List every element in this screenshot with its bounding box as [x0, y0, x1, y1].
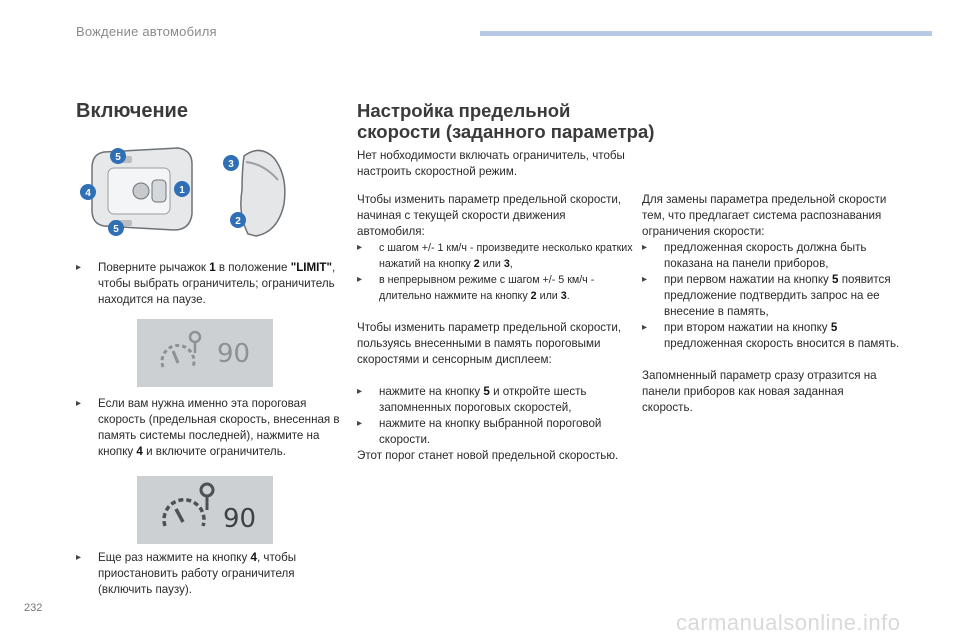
header-accent-bar — [480, 31, 932, 36]
bullet-marker-icon: ▸ — [642, 322, 648, 333]
steering-wheel-rim-icon — [241, 150, 285, 236]
step-select-speed: ▸ нажмите на кнопку выбранной пороговой скорости. — [357, 417, 602, 446]
svg-text:5: 5 — [113, 224, 119, 235]
callout-5-top — [110, 148, 126, 164]
speed-limit-active-icon — [161, 482, 215, 534]
step-1km: ▸ с шагом +/- 1 км/ч - произведите несколько кратких нажатий на кнопку 2 или 3, — [357, 242, 633, 270]
section-title-activation: Включение — [76, 100, 188, 122]
recognition-step-3: ▸ при втором нажатии на кнопку 5 предложенная скорость вносится в память. — [642, 321, 900, 350]
svg-text:1: 1 — [179, 185, 185, 196]
bullet-marker-icon: ▸ — [642, 274, 648, 285]
step-press-5: ▸ нажмите на кнопку 5 и откройте шесть запомненных пороговых скоростей, — [357, 385, 587, 414]
bullet-marker-icon: ▸ — [357, 386, 363, 397]
paragraph-current-speed: Чтобы изменить параметр предельной скорости, начиная с текущей скорости движения автомобиля: — [357, 193, 622, 238]
activation-step-1: ▸ Поверните рычажок 1 в положение "LIMIT", чтобы выбрать ограничитель; ограничитель находится на паузе. — [76, 261, 336, 306]
callout-2 — [230, 212, 246, 228]
intro-paragraph: Нет нобходимости включать ограничитель, чтобы настроить скоростной режим. — [357, 149, 625, 178]
svg-text:5: 5 — [115, 152, 121, 163]
activation-step-2: ▸ Если вам нужна именно эта пороговая скорость (предельная скорость, внесенная в память системы последней), нажмите на кнопку 4 и включите ограничитель. — [76, 397, 340, 458]
activation-step-3: ▸ Еще раз нажмите на кнопку 4, чтобы приостановить работу ограничителя (включить паузу). — [76, 551, 297, 596]
bullet-marker-icon: ▸ — [357, 418, 363, 429]
steering-stalk-illustration — [78, 142, 298, 242]
chapter-title: Вождение автомобиля — [76, 24, 217, 39]
display-panel-active — [137, 476, 273, 544]
speed-limit-paused-icon — [159, 329, 205, 377]
callout-3 — [223, 155, 239, 171]
bullet-marker-icon: ▸ — [76, 262, 82, 273]
set-speed-value: 90 — [217, 339, 251, 369]
recognition-step-1: ▸ предложенная скорость должна быть показана на панели приборов, — [642, 241, 867, 270]
paragraph-sign-recognition: Для замены параметра предельной скорости тем, что предлагает система распознавания ограничения скорости: — [642, 193, 887, 238]
svg-text:3: 3 — [228, 159, 234, 170]
bullet-marker-icon: ▸ — [357, 274, 363, 285]
callout-1 — [174, 181, 190, 197]
callout-4 — [80, 184, 96, 200]
section-title-speed-setting: Настройка предельной скорости (заданного параметра) — [357, 100, 655, 142]
callout-5-bottom — [108, 220, 124, 236]
paragraph-stored-speeds: Чтобы изменить параметр предельной скорости, пользуясь внесенными в память пороговыми скоростями и сенсорным дисплеем: — [357, 321, 622, 366]
svg-text:2: 2 — [235, 216, 241, 227]
step-5km: ▸ в непрерывном режиме с шагом +/- 5 км/ч - длительно нажмите на кнопку 2 или 3. — [357, 274, 595, 302]
recognition-step-2: ▸ при первом нажатии на кнопку 5 появится предложение подтвердить запрос на ее внесение в память, — [642, 273, 891, 318]
display-panel-paused — [137, 319, 273, 387]
paragraph-confirmation: Запомненный параметр сразу отразится на панели приборов как новая заданная скорость. — [642, 369, 877, 414]
bullet-marker-icon: ▸ — [642, 242, 648, 253]
svg-text:4: 4 — [85, 188, 91, 199]
bullet-marker-icon: ▸ — [76, 552, 82, 563]
set-speed-value: 90 — [223, 504, 257, 534]
paragraph-new-limit: Этот порог станет новой предельной скоростью. — [357, 449, 619, 462]
bullet-marker-icon: ▸ — [357, 242, 363, 253]
page-number: 232 — [24, 602, 43, 614]
watermark: carmanualsonline.info — [676, 610, 901, 635]
bullet-marker-icon: ▸ — [76, 398, 82, 409]
